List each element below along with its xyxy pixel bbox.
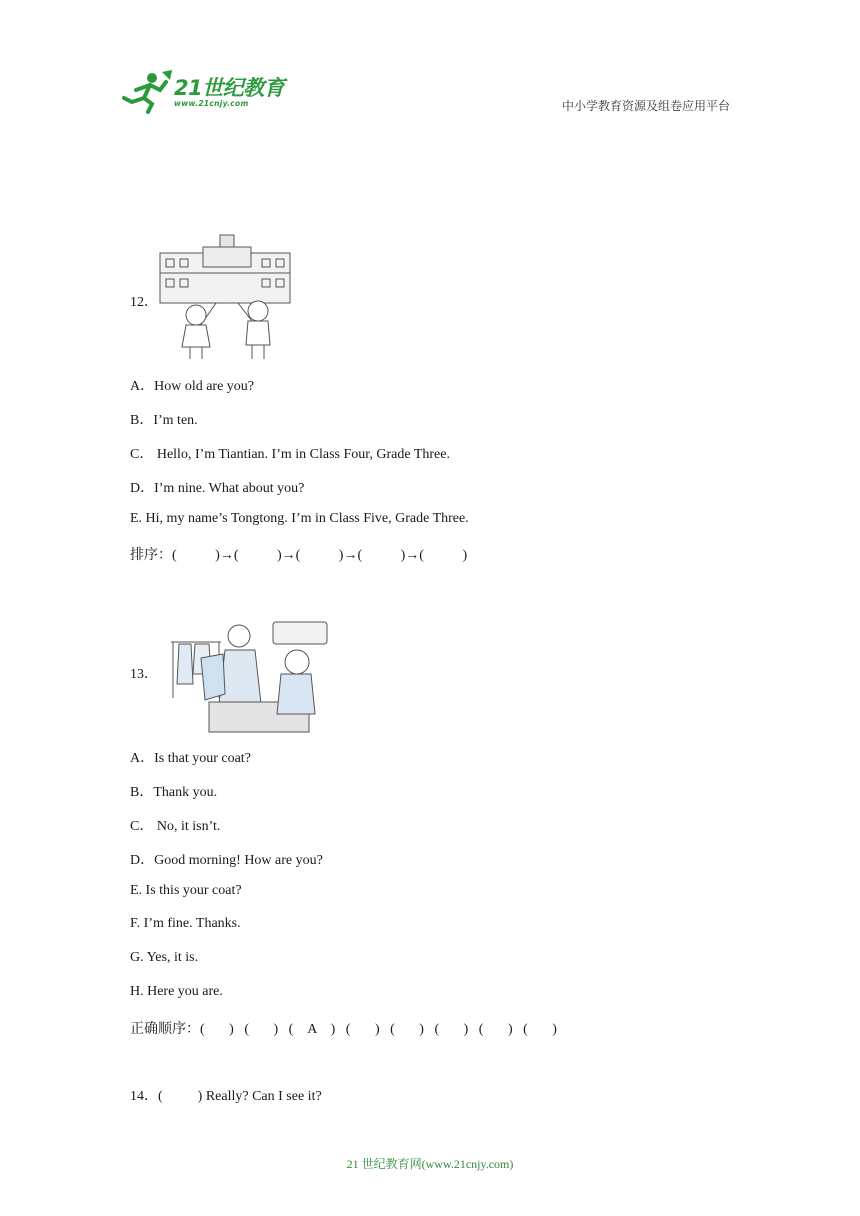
q14-row: [130, 1085, 322, 1105]
q12-option-a: A．How old are you?: [130, 379, 255, 394]
q12-option-b: B．I’m ten.: [130, 413, 198, 428]
q12-order-row: [130, 544, 467, 564]
q12-number: 12．: [130, 295, 158, 310]
logo-url: www.21cnjy.com: [174, 99, 249, 108]
q13-option-c: C． No, it isn’t.: [130, 819, 221, 834]
q13-option-f: F. I’m fine. Thanks.: [130, 916, 241, 931]
q13-order-label: 正确顺序：: [130, 1022, 200, 1037]
q13-option-b: B．Thank you.: [130, 785, 218, 800]
q14-text[interactable]: ( ) Really? Can I see it?: [158, 1089, 322, 1104]
q13-order-row: [130, 1018, 557, 1038]
q12-school-children-illustration: [158, 233, 292, 361]
q12-option-e: E. Hi, my name’s Tongtong. I’m in Class Five, Grade Three.: [130, 511, 469, 526]
q14-number: 14．: [130, 1089, 158, 1104]
q12-option-c: C． Hello, I’m Tiantian. I’m in Class Four, Grade Three.: [130, 447, 450, 462]
q12-option-d: D．I’m nine. What about you?: [130, 481, 305, 496]
q12-order-label: 排序：: [130, 548, 172, 563]
q13-order-blanks[interactable]: ( ) ( ) ( A ) ( ) ( ) ( ) ( ) ( ): [200, 1022, 557, 1037]
header-platform-text: 中小学教育资源及组卷应用平台: [561, 99, 730, 113]
q13-option-a: A．Is that your coat?: [130, 751, 251, 766]
logo-text: 21世纪教育: [174, 76, 285, 100]
page-footer: 21 世纪教育网(www.21cnjy.com): [346, 1157, 514, 1171]
q13-option-g: G. Yes, it is.: [130, 950, 199, 965]
q13-option-e: E. Is this your coat?: [130, 883, 242, 898]
runner-logo-icon: [122, 68, 174, 114]
q13-lost-coat-illustration: [165, 614, 331, 734]
q13-option-h: H. Here you are.: [130, 984, 223, 999]
site-logo: [122, 68, 292, 114]
q13-option-d: D．Good morning! How are you?: [130, 853, 323, 868]
q13-number: 13．: [130, 667, 158, 682]
q12-order-blanks[interactable]: ( )→( )→( )→( )→( ): [172, 548, 468, 563]
